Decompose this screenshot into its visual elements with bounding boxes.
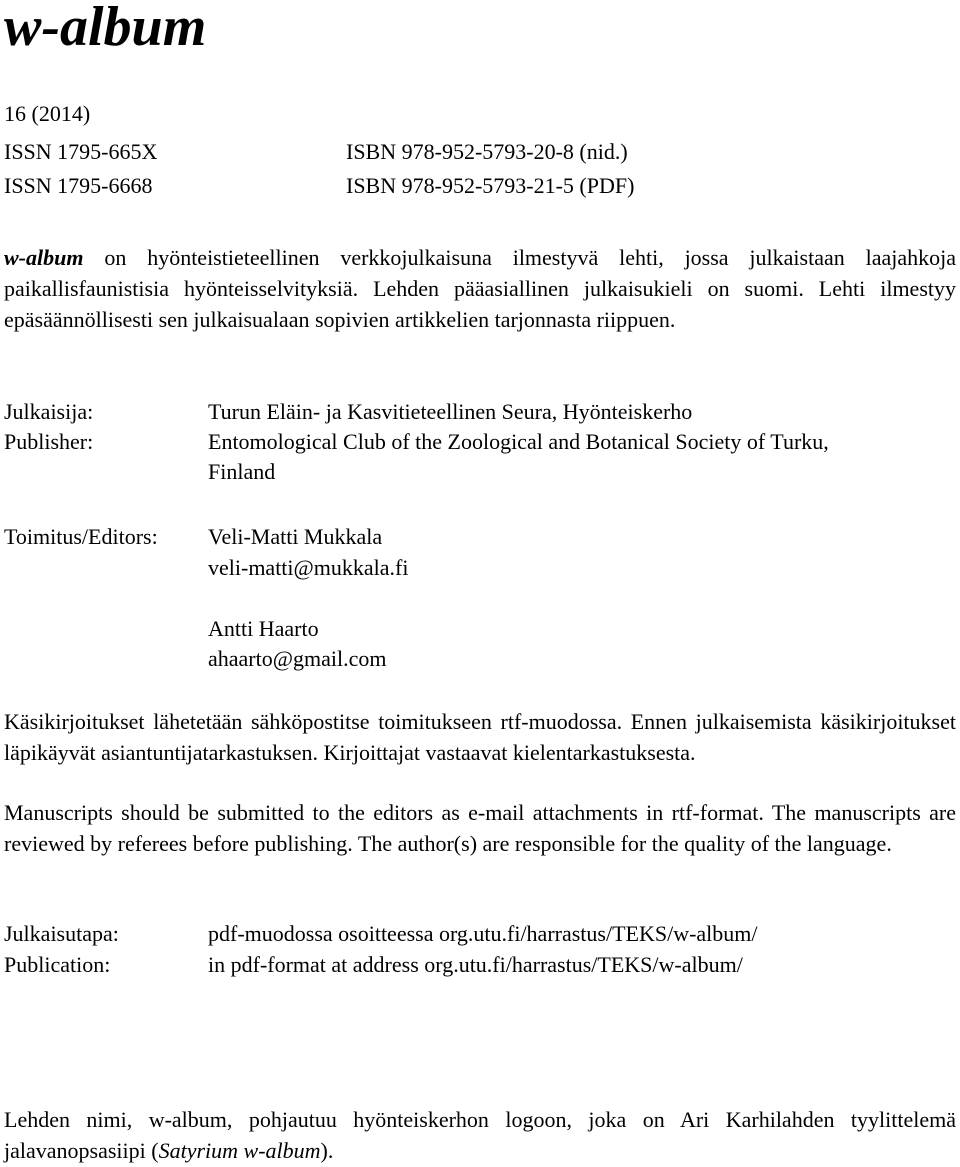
publisher-label-en: Publisher: <box>4 429 94 454</box>
editor-name: Antti Haarto <box>208 616 319 641</box>
editors-label: Toimitus/Editors: <box>4 524 158 549</box>
footnote-paragraph <box>4 1104 956 1166</box>
publisher-name-en: Entomological Club of the Zoological and Botanical Society of Turku, <box>208 429 829 454</box>
publication-address-en: in pdf-format at address org.utu.fi/harrastus/TEKS/w-album/ <box>208 952 743 977</box>
footnote-end: ). <box>320 1138 334 1163</box>
issn-print: ISSN 1795-665X <box>4 139 158 164</box>
intro-text: on hyönteistieteellinen verkkojulkaisuna ilmestyvä lehti, jossa julkaistaan laajahkoja paikallisfaunistisia hyönteisselvityksiä. Lehden pääasiallinen julkaisukieli on suomi. Lehti ilmestyy epäsäännöllisesti sen julkaisualaan sopivien artikkelien tarjonnasta riippuen. <box>4 245 956 332</box>
publication-address-fi: pdf-muodossa osoitteessa org.utu.fi/harrastus/TEKS/w-album/ <box>208 921 758 946</box>
isbn-pdf: ISBN 978-952-5793-21-5 (PDF) <box>346 173 635 198</box>
issue-number: 16 (2014) <box>4 101 91 126</box>
footnote-text: Lehden nimi, w-album, pohjautuu hyönteiskerhon logoon, joka on Ari Karhilahden tyylittelemä jalavanopsasiipi ( <box>4 1107 956 1163</box>
editor-email[interactable]: veli-matti@mukkala.fi <box>208 555 409 580</box>
journal-title: w-album <box>4 0 207 58</box>
issn-online: ISSN 1795-6668 <box>4 173 153 198</box>
manuscripts-en-paragraph: Manuscripts should be submitted to the editors as e-mail attachments in rtf-format. The manuscripts are reviewed by referees before publishing. The author(s) are responsible for the quality of the language. <box>4 800 956 856</box>
publication-label-fi: Julkaisutapa: <box>4 921 119 946</box>
intro-journal-name: w-album <box>4 245 84 270</box>
publication-label-en: Publication: <box>4 952 111 977</box>
publisher-label-fi: Julkaisija: <box>4 399 94 424</box>
editor-email[interactable]: ahaarto@gmail.com <box>208 646 387 671</box>
editor-name: Veli-Matti Mukkala <box>208 524 383 549</box>
isbn-print: ISBN 978-952-5793-20-8 (nid.) <box>346 139 628 164</box>
publisher-country: Finland <box>208 459 276 484</box>
species-name: Satyrium w-album <box>158 1138 321 1163</box>
manuscripts-fi-paragraph: Käsikirjoitukset lähetetään sähköpostitse toimitukseen rtf-muodossa. Ennen julkaisemista käsikirjoitukset läpikäyvät asiantuntijatarkastuksen. Kirjoittajat vastaavat kielentarkastuksesta. <box>4 709 956 765</box>
intro-paragraph <box>4 242 956 335</box>
publisher-name-fi: Turun Eläin- ja Kasvitieteellinen Seura, Hyönteiskerho <box>208 399 693 424</box>
